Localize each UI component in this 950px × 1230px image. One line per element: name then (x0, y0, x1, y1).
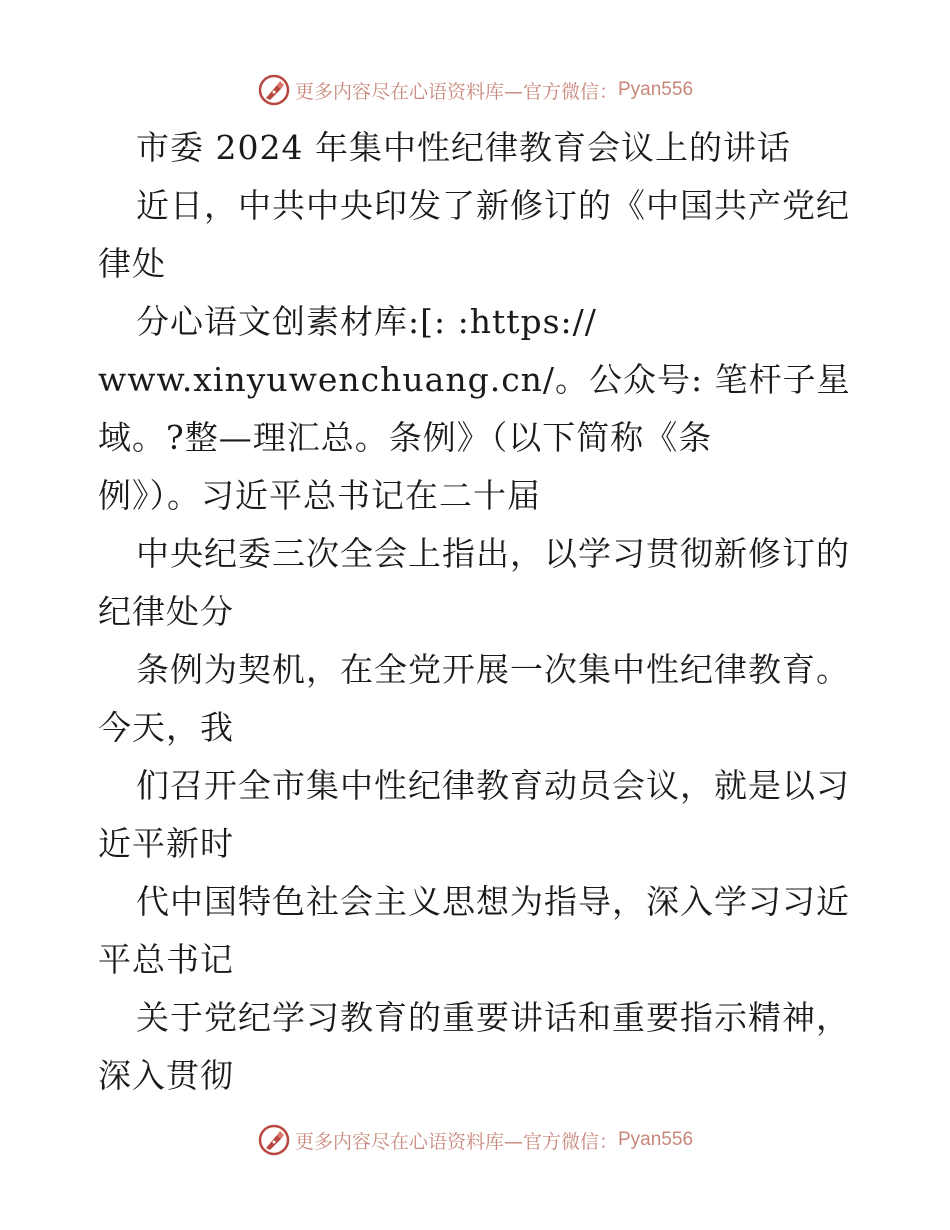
wechat-id: Pyan556 (618, 1129, 694, 1150)
paragraph-line: 中央纪委三次全会上指出，以学习贯彻新修订的 (136, 534, 850, 573)
banner-text: 更多内容尽在心语资料库—官方微信： (294, 80, 618, 103)
paragraph-line: 纪律处分 (98, 592, 234, 631)
paragraph-line: 今天，我 (98, 708, 234, 747)
footer-banner (0, 1120, 950, 1160)
document-title: 市委 2024 年集中性纪律教育会议上的讲话 (136, 128, 791, 167)
paragraph-line: 平总书记 (98, 940, 234, 979)
paragraph-line: 例》）。习近平总书记在二十届 (98, 476, 541, 515)
pen-nib-logo-icon (257, 1123, 291, 1157)
paragraph-line: 深入贯彻 (98, 1056, 234, 1095)
paragraph-line: 分心语文创素材库:[: :https:// (136, 302, 597, 341)
banner-text: 更多内容尽在心语资料库—官方微信： (294, 1130, 618, 1153)
paragraph-line: 近平新时 (98, 824, 234, 863)
paragraph-line: 律处 (98, 244, 166, 283)
paragraph-line: 条例为契机，在全党开展一次集中性纪律教育。 (136, 650, 850, 689)
paragraph-line: 关于党纪学习教育的重要讲话和重要指示精神， (136, 998, 850, 1037)
paragraph-line: 域。?整—理汇总。条例》（以下简称《条 (98, 418, 713, 457)
paragraph-line: www.xinyuwenchuang.cn/。公众号: 笔杆子星 (98, 360, 851, 399)
paragraph-line: 们召开全市集中性纪律教育动员会议，就是以习 (136, 766, 850, 805)
wechat-id: Pyan556 (618, 79, 694, 100)
paragraph-line: 代中国特色社会主义思想为指导，深入学习习近 (136, 882, 850, 921)
paragraph-line: 近日，中共中央印发了新修订的《中国共产党纪 (136, 186, 850, 225)
